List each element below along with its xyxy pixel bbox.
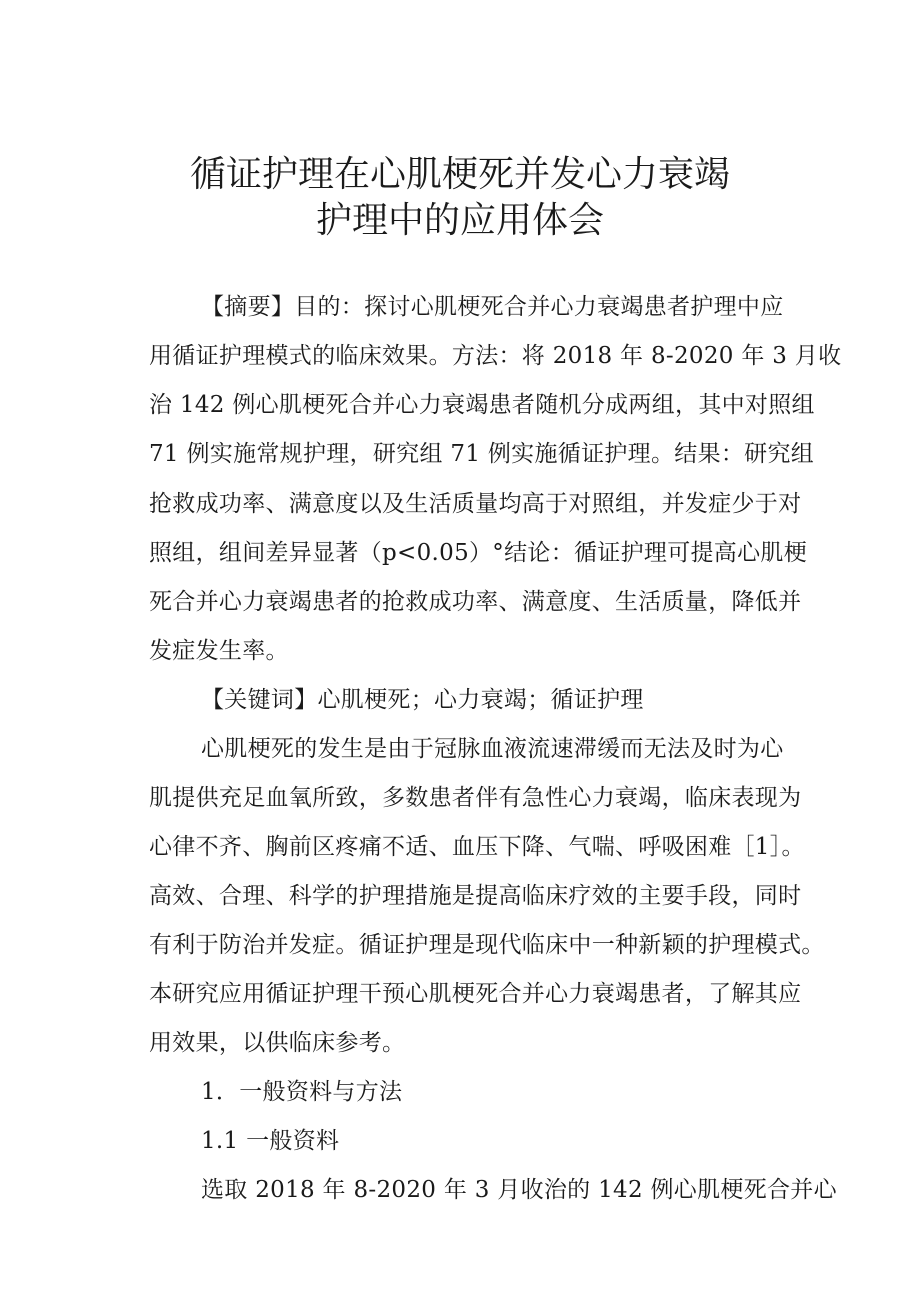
- abstract-line: 照组，组间差异显著（p<0.05）°结论：循证护理可提高心肌梗: [149, 540, 808, 566]
- abstract-line: 用循证护理模式的临床效果。方法：将 2018 年 8-2020 年 3 月收: [149, 343, 842, 369]
- abstract-line: 死合并心力衰竭患者的抢救成功率、满意度、生活质量，降低并: [149, 589, 802, 615]
- intro-line: 有利于防治并发症。循证护理是现代临床中一种新颖的护理模式。: [149, 932, 825, 958]
- section-heading-1: 1．一般资料与方法: [201, 1079, 403, 1105]
- title-line-1: 循证护理在心肌梗死并发心力衰竭: [189, 154, 730, 195]
- intro-line: 心肌梗死的发生是由于冠脉血液流速滞缓而无法及时为心: [201, 736, 784, 762]
- intro-line: 本研究应用循证护理干预心肌梗死合并心力衰竭患者，了解其应: [149, 981, 802, 1007]
- section-heading-1-1: 1.1 一般资料: [201, 1128, 340, 1154]
- abstract-line: 治 142 例心肌梗死合并心力衰竭患者随机分成两组，其中对照组: [149, 392, 815, 418]
- intro-line: 心律不齐、胸前区疼痛不适、血压下降、气喘、呼吸困难［1］。: [149, 834, 805, 860]
- abstract-line: 发症发生率。: [149, 638, 289, 664]
- intro-line: 高效、合理、科学的护理措施是提高临床疗效的主要手段，同时: [149, 883, 802, 909]
- body-paragraph-line: 选取 2018 年 8-2020 年 3 月收治的 142 例心肌梗死合并心: [201, 1177, 837, 1203]
- keywords: 【关键词】心肌梗死；心力衰竭；循证护理: [201, 687, 644, 713]
- intro-line: 用效果，以供临床参考。: [149, 1030, 406, 1056]
- intro-line: 肌提供充足血氧所致，多数患者伴有急性心力衰竭，临床表现为: [149, 785, 802, 811]
- title-line-2: 护理中的应用体会: [315, 200, 604, 241]
- abstract-line: 【摘要】目的：探讨心肌梗死合并心力衰竭患者护理中应: [201, 294, 784, 320]
- abstract-line: 71 例实施常规护理，研究组 71 例实施循证护理。结果：研究组: [149, 441, 815, 467]
- abstract-line: 抢救成功率、满意度以及生活质量均高于对照组，并发症少于对: [149, 491, 802, 517]
- document-title: [0, 152, 920, 244]
